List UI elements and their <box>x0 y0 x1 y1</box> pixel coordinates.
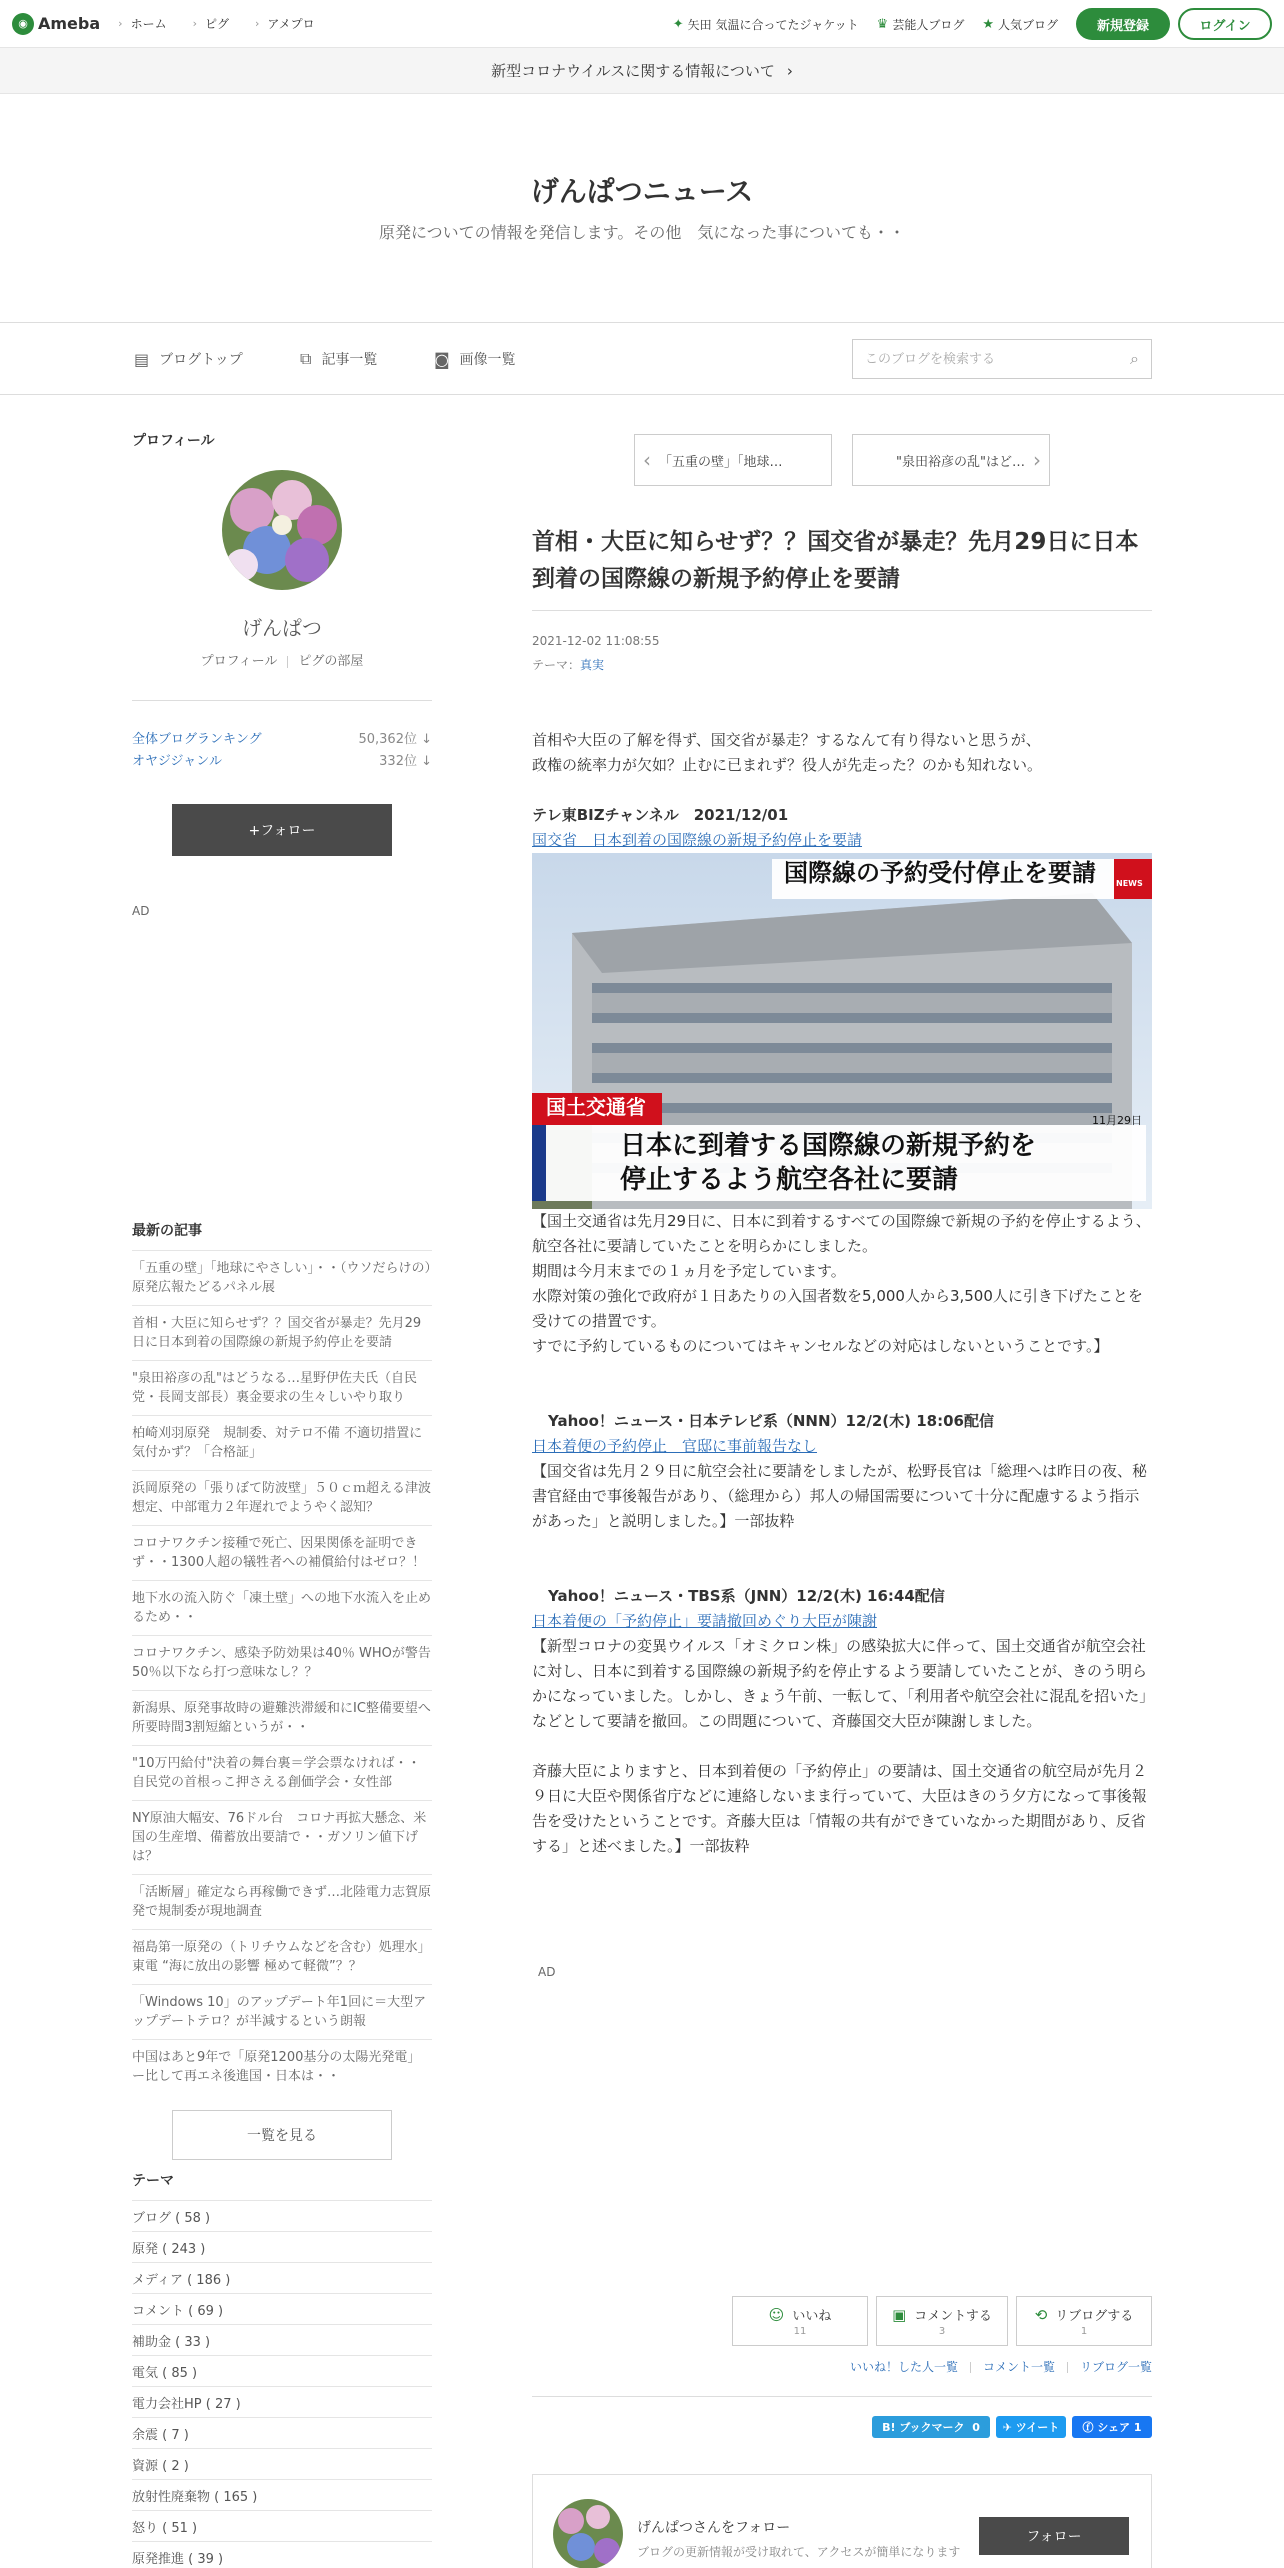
reblog-icon: ⟲ <box>1034 2305 1048 2324</box>
follow-box <box>532 2474 1152 2568</box>
recent-list <box>132 1250 444 2094</box>
image-date: 11月29日 <box>1092 1114 1142 1127</box>
crown-icon: ♛ <box>876 16 889 32</box>
theme-link[interactable]: メディア ( 186 ) <box>132 2262 432 2293</box>
theme-link[interactable]: 真実 <box>580 658 605 672</box>
comment-button[interactable] <box>876 2296 1008 2346</box>
body-paragraph: 期間は今月末までの１ヵ月を予定しています。 <box>532 1262 846 1280</box>
genre-ranking-link[interactable]: オヤジジャンル <box>132 754 222 769</box>
theme-link[interactable]: 放射性廃棄物 ( 165 ) <box>132 2479 432 2510</box>
global-nav <box>118 15 341 32</box>
article-list-link[interactable] <box>300 349 377 369</box>
divider <box>1067 2362 1068 2373</box>
global-header <box>0 0 1284 48</box>
recent-article-link[interactable]: 地下水の流入防ぐ「凍土壁」への地下水流入を止めるため・・ <box>132 1580 432 1635</box>
celebrity-blog-label: 芸能人ブログ <box>892 17 965 32</box>
fb-share-label: シェア <box>1097 2421 1131 2434</box>
divider <box>287 656 288 668</box>
intro-text: 政権の統率力が欠如？止むに已まれず？役人が先走った？のかも知れない。 <box>532 756 1043 774</box>
genre-ranking-value: 332位 ↓ <box>379 754 432 769</box>
hatena-bookmark-button[interactable] <box>872 2416 990 2438</box>
signup-button[interactable]: 新規登録 <box>1076 8 1170 40</box>
search-icon[interactable]: ⌕ <box>1130 349 1139 368</box>
recent-article-link[interactable]: "泉田裕彦の乱"はどうなる…星野伊佐夫氏（自民党・長岡支部長）裏金要求の生々しいやり取り <box>132 1360 432 1415</box>
recent-article-link[interactable]: 新潟県、原発事故時の避難渋滞緩和にIC整備要望へ 所要時間3割短縮というが・・ <box>132 1690 432 1745</box>
reblog-count: 1 <box>1080 2326 1088 2337</box>
divider <box>132 700 432 701</box>
copy-icon: ⧉ <box>300 349 312 368</box>
trend-link[interactable] <box>673 16 859 33</box>
body-paragraph: 【国交省は先月２９日に航空会社に要請をしましたが、松野長官は「総理へは昨日の夜、秘書官経由で事後報告があり、（総理から）邦人の帰国需要について十分に配慮するよう指示があった」と説明しました。】一部抜粋 <box>532 1462 1148 1530</box>
ameba-logo-icon: ◉ <box>12 13 34 35</box>
theme-list <box>132 2200 432 2568</box>
prev-article-label: 「五重の壁」「地球… <box>659 454 783 470</box>
nav-amepro-label: アメプロ <box>267 17 315 31</box>
body-paragraph: すでに予約しているものについてはキャンセルなどの対応はしないということです。】 <box>532 1337 1109 1355</box>
avatar-image <box>553 2499 623 2568</box>
follow-button[interactable]: +フォロー <box>172 804 392 856</box>
body-paragraph: 斉藤大臣によりますと、日本到着便の「予約停止」の要請は、国土交通省の航空局が先月２９日に大臣や関係省庁などに連絡しないまま行っていて、大臣はきのう夕方になって事後報告を受けたということです。斉藤大臣は「情報の共有ができていなかった期間があり、反省する」と述べました。】一部抜粋 <box>532 1762 1148 1855</box>
source-link[interactable]: 日本着便の「予約停止」要請撤回めぐり大臣が陳謝 <box>532 1612 878 1630</box>
divider <box>970 2362 971 2373</box>
nav-amepro[interactable] <box>255 15 315 32</box>
ranking-row <box>132 728 432 747</box>
blog-description: 原発についての情報を発信します。その他 気になった事についても・・ <box>378 223 906 242</box>
ad-label: AD <box>132 904 150 918</box>
intro-text: 首相や大臣の了解を得ず、国交省が暴走？するなんて有り得ないと思うが、 <box>532 731 1041 749</box>
news-image[interactable] <box>532 853 1152 1209</box>
recent-heading: 最新の記事 <box>132 1223 202 1239</box>
body-paragraph: 水際対策の強化で政府が１日あたりの入国者数を5,000人から3,500人に引き下げたことを受けての措置です。 <box>532 1287 1143 1330</box>
image-caption-main <box>620 1129 1036 1197</box>
like-button[interactable] <box>732 2296 868 2346</box>
source-label: テレ東BIZチャンネル 2021/12/01 <box>532 806 789 824</box>
chevron-right-icon: › <box>786 61 793 80</box>
profile-links <box>132 650 432 669</box>
follow-box-description: ブログの更新情報が受け取れて、アクセスが簡単になります <box>637 2545 961 2559</box>
login-button[interactable]: ログイン <box>1178 8 1272 40</box>
fb-share-count: 1 <box>1133 2420 1142 2434</box>
sparkle-icon: ✦ <box>672 16 684 32</box>
facebook-share-button[interactable] <box>1072 2416 1152 2438</box>
recent-article-link[interactable]: コロナワクチン接種で死亡、因果関係を証明できず・・1300人超の犠牲者への補償給付はゼロ？！ <box>132 1525 432 1580</box>
overall-ranking-link[interactable]: 全体ブログランキング <box>132 732 262 747</box>
chevron-right-icon: › <box>192 17 197 30</box>
reaction-links <box>532 2358 1152 2375</box>
sidebar <box>132 430 444 2567</box>
ad-label: AD <box>538 1965 556 1979</box>
covid-notice-bar[interactable] <box>0 48 1284 94</box>
profile-avatar[interactable] <box>222 470 342 590</box>
blog-search <box>852 339 1152 379</box>
news-badge: NEWS <box>1116 879 1143 888</box>
theme-link[interactable]: ブログ ( 58 ) <box>132 2200 432 2231</box>
likers-link[interactable]: いいね！した人一覧 <box>849 2360 958 2374</box>
source-label: Yahoo！ニュース・日本テレビ系（NNN）12/2(木) 18:06配信 <box>548 1412 994 1430</box>
image-label: 国土交通省 <box>546 1095 646 1119</box>
source-label: Yahoo！ニュース・TBS系（JNN）12/2(木) 16:44配信 <box>548 1587 945 1605</box>
chevron-left-icon: ‹ <box>643 448 651 472</box>
popular-blog-link[interactable] <box>982 16 1058 33</box>
image-caption-line: 日本に到着する国際線の新規予約を <box>620 1131 1037 1161</box>
profile-name: げんぱつ <box>242 616 322 640</box>
tweet-label: ツイート <box>1015 2421 1060 2434</box>
recent-article-link[interactable]: 福島第一原発の（トリチウムなどを含む）処理水」東電 “海に放出の影響 極めて軽微”？？ <box>132 1929 432 1984</box>
theme-link[interactable]: 怒り ( 51 ) <box>132 2510 432 2541</box>
popular-blog-label: 人気ブログ <box>997 17 1058 32</box>
celebrity-blog-link[interactable] <box>877 16 965 33</box>
reblogs-link[interactable]: リブログ一覧 <box>1079 2360 1152 2374</box>
recent-article-link[interactable]: コロナワクチン、感染予防効果は40％ WHOが警告 50％以下なら打つ意味なし？？ <box>132 1635 432 1690</box>
body-paragraph: 【国土交通省は先月29日に、日本に到着するすべての国際線で新規の予約を停止するよう、航空各社に要請していたことを明らかにしました。 <box>532 1212 1151 1255</box>
theme-link[interactable]: コメント ( 69 ) <box>132 2293 432 2324</box>
article-theme <box>532 656 604 673</box>
reblog-label: リブログする <box>1055 2309 1134 2324</box>
covid-notice-text: 新型コロナウイルスに関する情報について <box>491 62 775 80</box>
body-paragraph: 【新型コロナの変異ウイルス「オミクロン株」の感染拡大に伴って、国土交通省が航空会社に対し、日本に到着する国際線の新規予約を停止するよう要請していたことが、きのう明らかになっていました。しかし、きょう午前、一転して、「利用者や航空会社に混乱を招いた」などとして要請を撤回。この問題について、斉藤国交大臣が陳謝しました。 <box>532 1637 1148 1730</box>
logo-text: Ameba <box>38 14 101 33</box>
recent-article-link[interactable]: 中国はあと9年で「原発1200基分の太陽光発電」ー比して再エネ後進国・日本は・・ <box>132 2039 432 2094</box>
nav-home[interactable] <box>118 15 166 32</box>
nav-pig-label: ピグ <box>204 17 229 31</box>
prev-article-button[interactable] <box>634 434 832 486</box>
recent-article-link[interactable]: NY原油大幅安、76ドル台 コロナ再拡大懸念、米国の生産増、備蓄放出要請で・・ガソリン値下げは？ <box>132 1800 432 1874</box>
divider <box>532 2396 1152 2397</box>
header-right <box>673 0 1272 48</box>
document-icon: ▤ <box>134 349 150 369</box>
theme-link[interactable]: 原発推進 ( 39 ) <box>132 2541 432 2568</box>
blog-top-label: ブログトップ <box>159 352 243 368</box>
comments-link[interactable]: コメント一覧 <box>982 2360 1055 2374</box>
bird-icon: ✈ <box>1002 2420 1012 2434</box>
article-date: 2021-12-02 11:08:55 <box>532 634 660 648</box>
blog-nav <box>0 322 1284 395</box>
profile-heading: プロフィール <box>132 433 215 449</box>
avatar-image <box>222 470 342 590</box>
image-list-link[interactable] <box>434 349 516 369</box>
camera-icon: ◙ <box>434 349 450 369</box>
blog-search-input[interactable] <box>865 352 1105 367</box>
article-title: 首相・大臣に知らせず？？国交省が暴走？先月29日に日本到着の国際線の新規予約停止を要請 <box>532 529 1139 592</box>
reblog-button[interactable] <box>1016 2296 1152 2346</box>
comment-label: コメントする <box>914 2309 992 2324</box>
smile-icon: ☺ <box>768 2305 785 2324</box>
recent-article-link[interactable]: 首相・大臣に知らせず？？国交省が暴走？先月29日に日本到着の国際線の新規予約停止を要請 <box>132 1305 432 1360</box>
recent-article-link[interactable]: 「Windows 10」のアップデート年1回に＝大型アップデートテロ？が半減するという朗報 <box>132 1984 432 2039</box>
like-count: 11 <box>793 2326 807 2337</box>
next-article-button[interactable] <box>852 434 1050 486</box>
comment-count: 3 <box>938 2326 946 2337</box>
chevron-right-icon: › <box>1033 448 1041 472</box>
theme-link[interactable]: 補助金 ( 33 ) <box>132 2324 432 2355</box>
tweet-button[interactable] <box>996 2416 1066 2438</box>
star-icon: ★ <box>982 16 994 32</box>
facebook-icon: ⓕ <box>1082 2421 1094 2434</box>
theme-link[interactable]: 余震 ( 7 ) <box>132 2417 432 2448</box>
comment-icon: ▣ <box>892 2305 907 2324</box>
recent-articles <box>132 1220 444 2160</box>
recent-article-link[interactable]: 浜岡原発の「張りぼて防波壁」５０ｃｍ超える津波想定、中部電力２年遅れでようやく認知？ <box>132 1470 432 1525</box>
trend-link-label: 矢田 気温に合ってたジャケット <box>687 17 859 32</box>
recent-article-link[interactable]: 「活断層」確定なら再稼働できず…北陸電力志賀原発で規制委が現地調査 <box>132 1874 432 1929</box>
hatena-label: B! ブックマーク <box>882 2421 965 2434</box>
theme-heading: テーマ <box>132 2173 174 2189</box>
themes <box>132 2170 432 2568</box>
theme-link[interactable]: 電力会社HP ( 27 ) <box>132 2386 432 2417</box>
next-article-label: "泉田裕彦の乱"はど… <box>896 454 1025 470</box>
like-label: いいね <box>792 2309 832 2324</box>
recent-article-link[interactable]: 柏崎刈羽原発 規制委、対テロ不備 不適切措置に気付かず？「合格証」 <box>132 1415 432 1470</box>
recent-article-link[interactable]: "10万円給付"決着の舞台裏＝学会票なければ・・自民党の首根っこ押さえる創価学会・女性部 <box>132 1745 432 1800</box>
source-link[interactable]: 国交省 日本到着の国際線の新規予約停止を要請 <box>532 831 863 849</box>
chevron-right-icon: › <box>255 17 260 30</box>
theme-link[interactable]: 資源 ( 2 ) <box>132 2448 432 2479</box>
nav-home-label: ホーム <box>130 17 167 31</box>
article-body <box>532 728 1152 1859</box>
ranking-row <box>132 750 432 769</box>
follow-box-title: げんぱつさんをフォロー <box>637 2520 791 2536</box>
profile-link[interactable]: プロフィール <box>200 654 278 669</box>
source-link[interactable]: 日本着便の予約停止 官邸に事前報告なし <box>532 1437 818 1455</box>
theme-prefix: テーマ： <box>532 658 581 672</box>
nav-pig[interactable] <box>193 15 229 32</box>
view-all-button[interactable]: 一覧を見る <box>172 2110 392 2160</box>
follow-box-button[interactable]: フォロー <box>979 2517 1129 2555</box>
image-list-label: 画像一覧 <box>459 352 516 368</box>
image-caption-top: 国際線の予約受付停止を要請 <box>784 859 1096 887</box>
image-caption-line: 停止するよう航空各社に要請 <box>620 1165 959 1195</box>
article-list-label: 記事一覧 <box>321 352 378 368</box>
follow-avatar <box>553 2499 623 2568</box>
recent-article-link[interactable]: 「五重の壁」「地球にやさしい」・・（ウソだらけの）原発広報たどるパネル展 <box>132 1250 432 1305</box>
blog-top-link[interactable] <box>134 349 243 369</box>
divider <box>532 610 1152 611</box>
ameba-logo[interactable] <box>12 13 100 35</box>
hatena-count: 0 <box>972 2420 980 2434</box>
chevron-right-icon: › <box>118 17 123 30</box>
pig-room-link[interactable]: ピグの部屋 <box>298 654 364 669</box>
overall-ranking-value: 50,362位 ↓ <box>358 732 432 747</box>
theme-link[interactable]: 電気 ( 85 ) <box>132 2355 432 2386</box>
theme-link[interactable]: 原発 ( 243 ) <box>132 2231 432 2262</box>
blog-title[interactable]: げんぱつニュース <box>530 175 754 208</box>
